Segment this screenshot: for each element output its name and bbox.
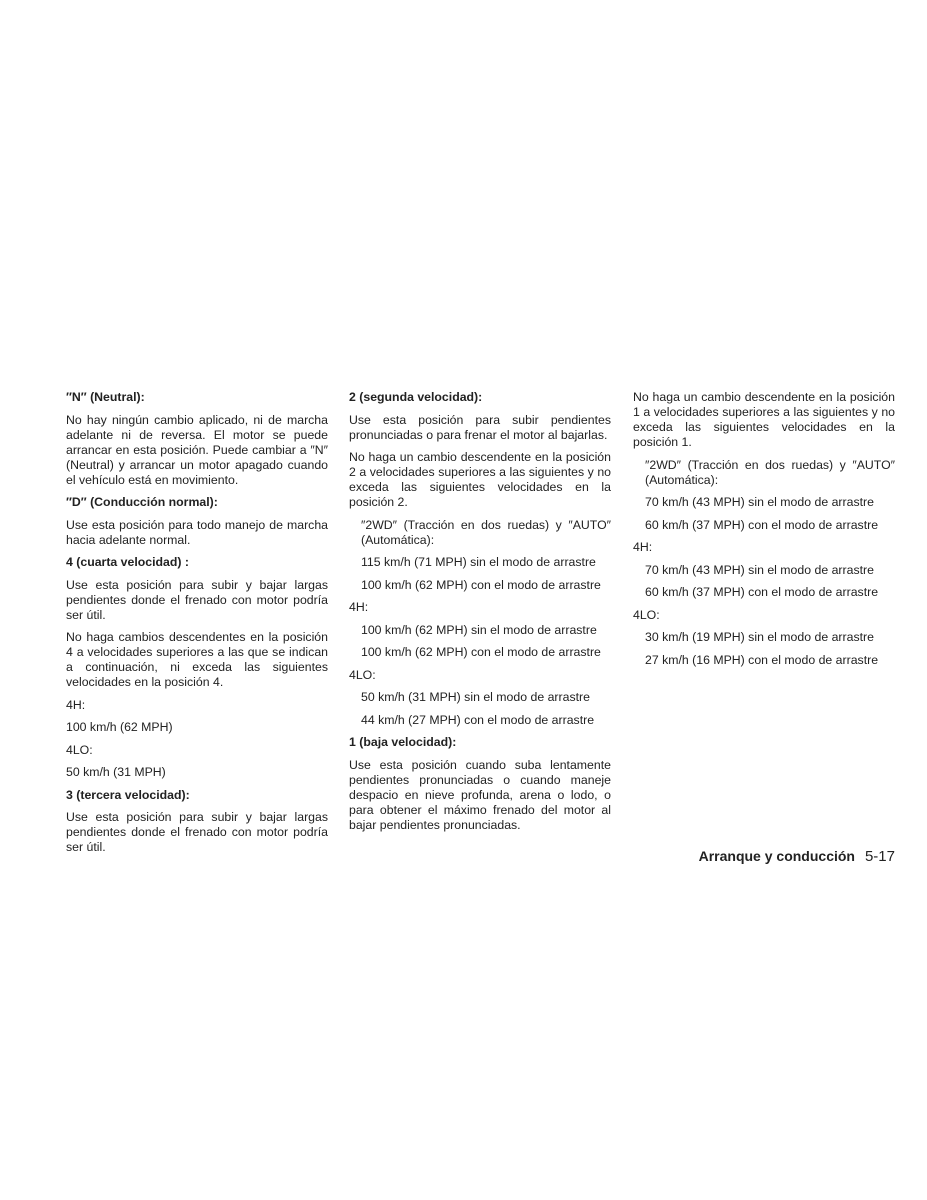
value-4h-without-tow: 100 km/h (62 MPH) sin el modo de arrastre — [361, 622, 597, 637]
paragraph-drive: Use esta posición para todo manejo de marcha hacia adelante normal. — [66, 517, 328, 547]
value-2wd-without-tow: 115 km/h (71 MPH) sin el modo de arrastre — [361, 555, 596, 569]
value-4lo: 50 km/h (31 MPH) — [66, 765, 166, 779]
value-2wd-with-tow: 100 km/h (62 MPH) con el modo de arrastre — [361, 577, 601, 592]
paragraph-first: Use esta posición cuando suba lentamente pendientes pronunciadas o cuando maneje despacio en nieve profunda, arena o lodo, o para obtener el máximo frenado del motor al bajar pendientes pronunciadas. — [349, 757, 611, 832]
paragraph-second-1: Use esta posición para subir pendientes pronunciadas o para frenar el motor al bajarlas. — [349, 412, 611, 442]
label-4lo: 4LO: — [349, 667, 376, 682]
paragraph-neutral: No hay ningún cambio aplicado, ni de marcha adelante ni de reversa. El motor se puede arrancar en esta posición. Puede cambiar a ″N″ (Neutral) y arrancar un motor apagado cuando el vehículo está en movimiento. — [66, 412, 328, 487]
label-4h: 4H: — [349, 600, 369, 614]
value-4h-with-tow: 60 km/h (37 MPH) con el modo de arrastre — [645, 585, 879, 599]
value-4h-with-tow: 100 km/h (62 MPH) con el modo de arrastre — [361, 645, 601, 659]
heading-neutral: ″N″ (Neutral): — [66, 390, 145, 404]
label-2wd-auto: ″2WD″ (Tracción en dos ruedas) y ″AUTO″ (Automática): — [645, 457, 895, 487]
label-2wd-auto: ″2WD″ (Tracción en dos ruedas) y ″AUTO″ (Automática): — [361, 517, 611, 547]
paragraph-fourth-2: No haga cambios descendentes en la posición 4 a velocidades superiores a las que se indican a continuación, ni exceda las siguientes velocidades en la posición 4. — [66, 630, 328, 689]
paragraph-fourth-1: Use esta posición para subir y bajar largas pendientes donde el frenado con motor podría ser útil. — [66, 577, 328, 622]
label-4lo: 4LO: — [66, 742, 93, 757]
value-2wd-with-tow: 60 km/h (37 MPH) con el modo de arrastre — [645, 517, 879, 532]
label-4h: 4H: — [633, 540, 653, 554]
value-4h: 100 km/h (62 MPH) — [66, 720, 173, 734]
paragraph-third: Use esta posición para subir y bajar largas pendientes donde el frenado con motor podría ser útil. — [66, 810, 328, 854]
page-footer — [560, 848, 895, 865]
heading-second: 2 (segunda velocidad): — [349, 390, 483, 404]
label-4h: 4H: — [66, 697, 86, 712]
heading-first: 1 (baja velocidad): — [349, 735, 457, 749]
paragraph-second-2: No haga un cambio descendente en la posición 2 a velocidades superiores a las siguientes y no exceda las siguientes velocidades en la posición 2. — [349, 450, 611, 509]
column-3 — [633, 390, 895, 675]
label-4lo: 4LO: — [633, 607, 660, 622]
heading-drive: ″D″ (Conducción normal): — [66, 495, 218, 509]
value-4lo-without-tow: 50 km/h (31 MPH) sin el modo de arrastre — [361, 690, 590, 704]
column-1 — [66, 390, 328, 863]
section-title: Arranque y conducción — [698, 848, 855, 864]
value-4lo-with-tow: 27 km/h (16 MPH) con el modo de arrastre — [645, 652, 879, 667]
column-2 — [349, 390, 611, 840]
heading-fourth: 4 (cuarta velocidad) : — [66, 555, 190, 569]
paragraph-first-2: No haga un cambio descendente en la posición 1 a velocidades superiores a las siguientes y no exceda las siguientes velocidades en la posición 1. — [633, 390, 895, 449]
value-4h-without-tow: 70 km/h (43 MPH) sin el modo de arrastre — [645, 562, 874, 577]
value-4lo-without-tow: 30 km/h (19 MPH) sin el modo de arrastre — [645, 630, 874, 644]
heading-third: 3 (tercera velocidad): — [66, 787, 190, 802]
value-4lo-with-tow: 44 km/h (27 MPH) con el modo de arrastre — [361, 712, 595, 727]
value-2wd-without-tow: 70 km/h (43 MPH) sin el modo de arrastre — [645, 495, 874, 509]
page-number: 5-17 — [864, 848, 895, 865]
